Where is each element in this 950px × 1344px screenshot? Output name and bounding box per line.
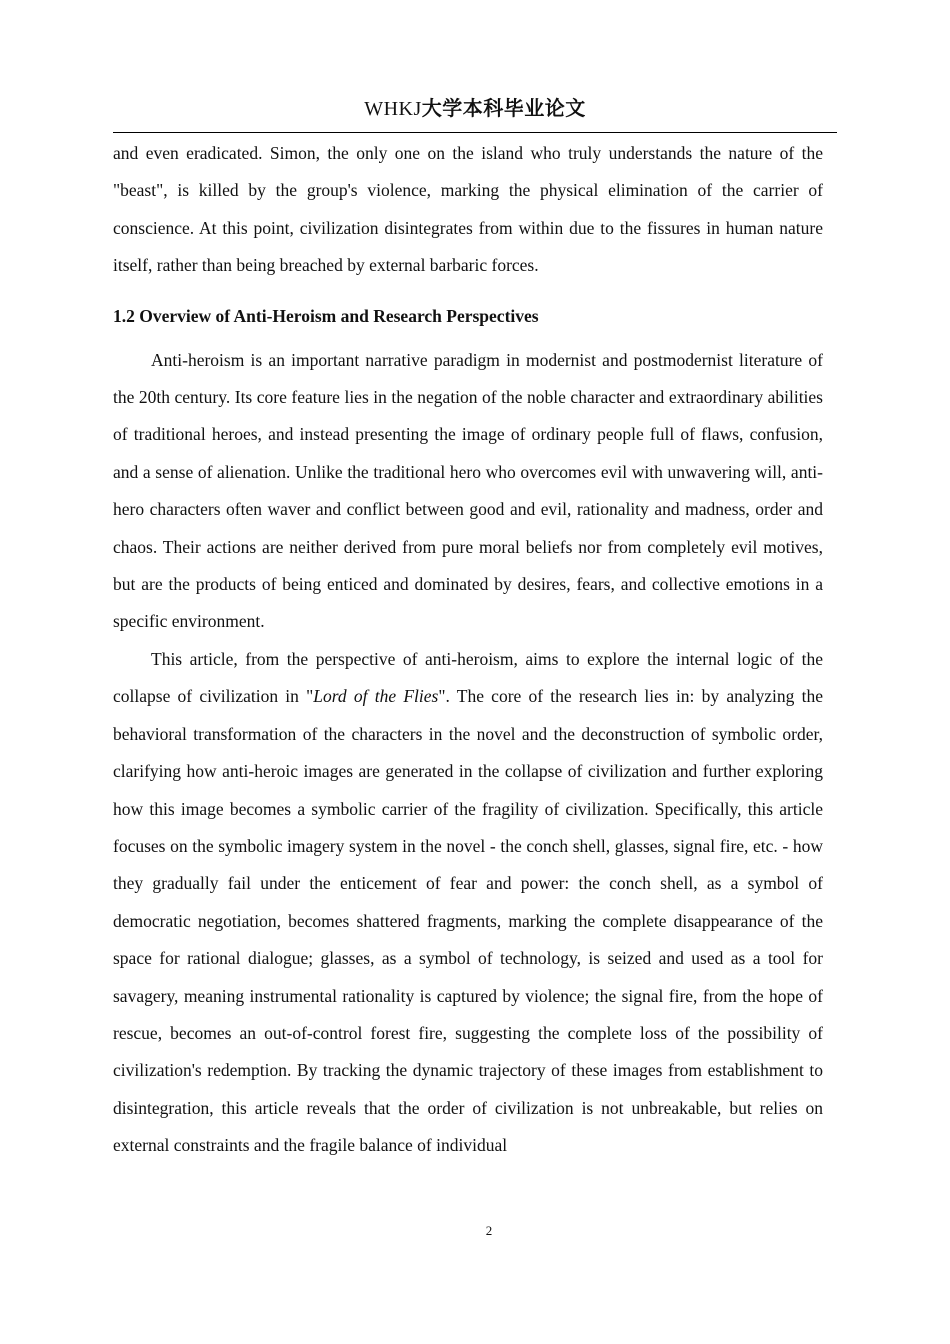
paragraph-text-after-title: ". The core of the research lies in: by analyzing the behavioral transformation of the characters in the novel and the deconstruction of symbolic order, clarifying how anti-heroic images are generated in the collapse of civilization and further exploring how this image becomes a symbolic carrier of the fragility of civilization. Specifically, this article focuses on the symbolic imagery system in the novel - the conch shell, glasses, signal fire, etc. - how they gradually fail under the enticement of fear and power: the conch shell, as a symbol of democratic negotiation, becomes shattered fragments, marking the complete disappearance of the space for rational dialogue; glasses, as a symbol of technology, is seized and used as a tool for savagery, meaning instrumental rationality is captured by violence; the signal fire, from the hope of rescue, becomes an out-of-control forest fire, suggesting the complete loss of the possibility of civilization's redemption. By tracking the dynamic trajectory of these images from establishment to disintegration, this article reveals that the order of civilization is not unbreakable, but relies on external constraints and the fragile balance of individual <box>113 686 823 1156</box>
page-number: 2 <box>485 1223 493 1238</box>
header-rule <box>113 132 837 133</box>
header-chinese-text: 大学本科毕业论文 <box>421 96 586 120</box>
paragraph-anti-heroism: Anti-heroism is an important narrative paradigm in modernist and postmodernist literature of the 20th century. Its core feature lies in the negation of the noble character and extraordinary abilities of traditional heroes, and instead presenting the image of ordinary people full of flaws, confusion, and a sense of alienation. Unlike the traditional hero who overcomes evil with unwavering will, anti-hero characters often waver and conflict between good and evil, rationality and madness, order and chaos. Their actions are neither derived from pure moral beliefs nor from completely evil motives, but are the products of being enticed and dominated by desires, fears, and collective emotions in a specific environment. <box>113 349 823 632</box>
paragraph-continuation: and even eradicated. Simon, the only one on the island who truly understands the nature of the "beast", is killed by the group's violence, marking the physical elimination of the carrier of conscience. At this point, civilization disintegrates from within due to the fissures in human nature itself, rather than being breached by external barbaric forces. <box>113 143 823 276</box>
section-heading: 1.2 Overview of Anti-Heroism and Research Perspectives <box>113 305 539 326</box>
paragraph-text-before-title: This article, from the perspective of anti-heroism, aims to explore the internal logic of the collapse of civilization in " <box>113 648 823 707</box>
running-header <box>113 94 837 123</box>
paragraph-article-scope <box>113 641 823 1165</box>
body-text <box>113 135 823 1165</box>
book-title: Lord of the Flies <box>313 686 439 707</box>
header-latin-text: WHKJ <box>364 98 422 120</box>
